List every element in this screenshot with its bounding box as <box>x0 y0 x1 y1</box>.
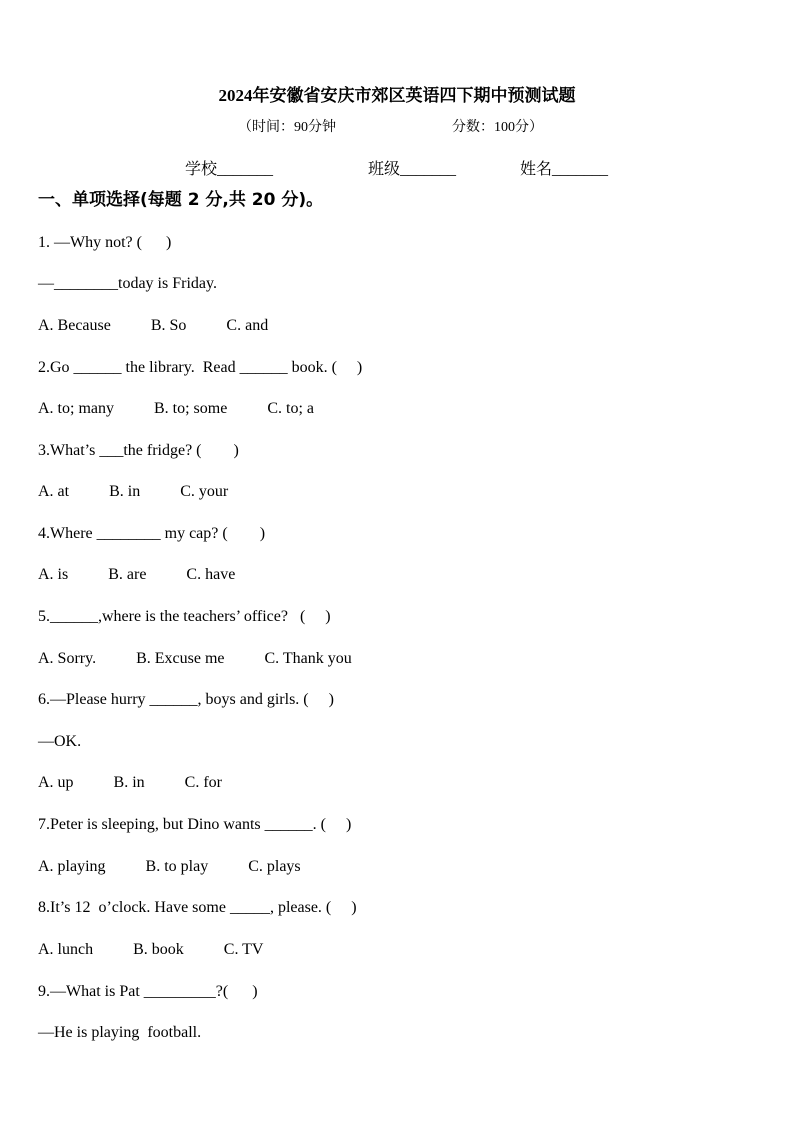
question-1: 1. —Why not? ( ) <box>38 234 172 251</box>
question-1-options: A. Because B. So C. and <box>38 317 269 334</box>
score-info: 分数：100分） <box>452 120 543 135</box>
question-1-response: —________today is Friday. <box>38 275 217 292</box>
question-2-options: A. to; many B. to; some C. to; a <box>38 400 314 417</box>
school-field: 学校_______ <box>185 161 274 178</box>
question-4-options: A. is B. are C. have <box>38 566 236 583</box>
question-8-options: A. lunch B. book C. TV <box>38 941 264 958</box>
section-heading: 一、单项选择(每题 2 分,共 20 分)。 <box>38 190 324 210</box>
question-7-options: A. playing B. to play C. plays <box>38 858 301 875</box>
class-field: 班级_______ <box>368 161 457 178</box>
question-7: 7.Peter is sleeping, but Dino wants ______. ( ) <box>38 816 352 833</box>
question-5-options: A. Sorry. B. Excuse me C. Thank you <box>38 650 352 667</box>
question-3: 3.What’s ___the fridge? ( ) <box>38 442 239 459</box>
question-9: 9.—What is Pat _________?( ) <box>38 983 258 1000</box>
question-6-options: A. up B. in C. for <box>38 774 222 791</box>
question-4: 4.Where ________ my cap? ( ) <box>38 525 266 542</box>
question-6-response: —OK. <box>38 733 82 750</box>
question-3-options: A. at B. in C. your <box>38 483 229 500</box>
question-2: 2.Go ______ the library. Read ______ book. ( ) <box>38 359 363 376</box>
question-9-response: —He is playing football. <box>38 1024 202 1041</box>
question-8: 8.It’s 12 o’clock. Have some _____, please. ( ) <box>38 899 357 916</box>
question-5: 5.______,where is the teachers’ office? ( ) <box>38 608 331 625</box>
name-field: 姓名_______ <box>520 161 609 178</box>
time-info: （时间：90分钟 <box>238 120 336 135</box>
question-6: 6.—Please hurry ______, boys and girls. ( ) <box>38 691 334 708</box>
page-title: 2024年安徽省安庆市郊区英语四下期中预测试题 <box>218 86 576 105</box>
